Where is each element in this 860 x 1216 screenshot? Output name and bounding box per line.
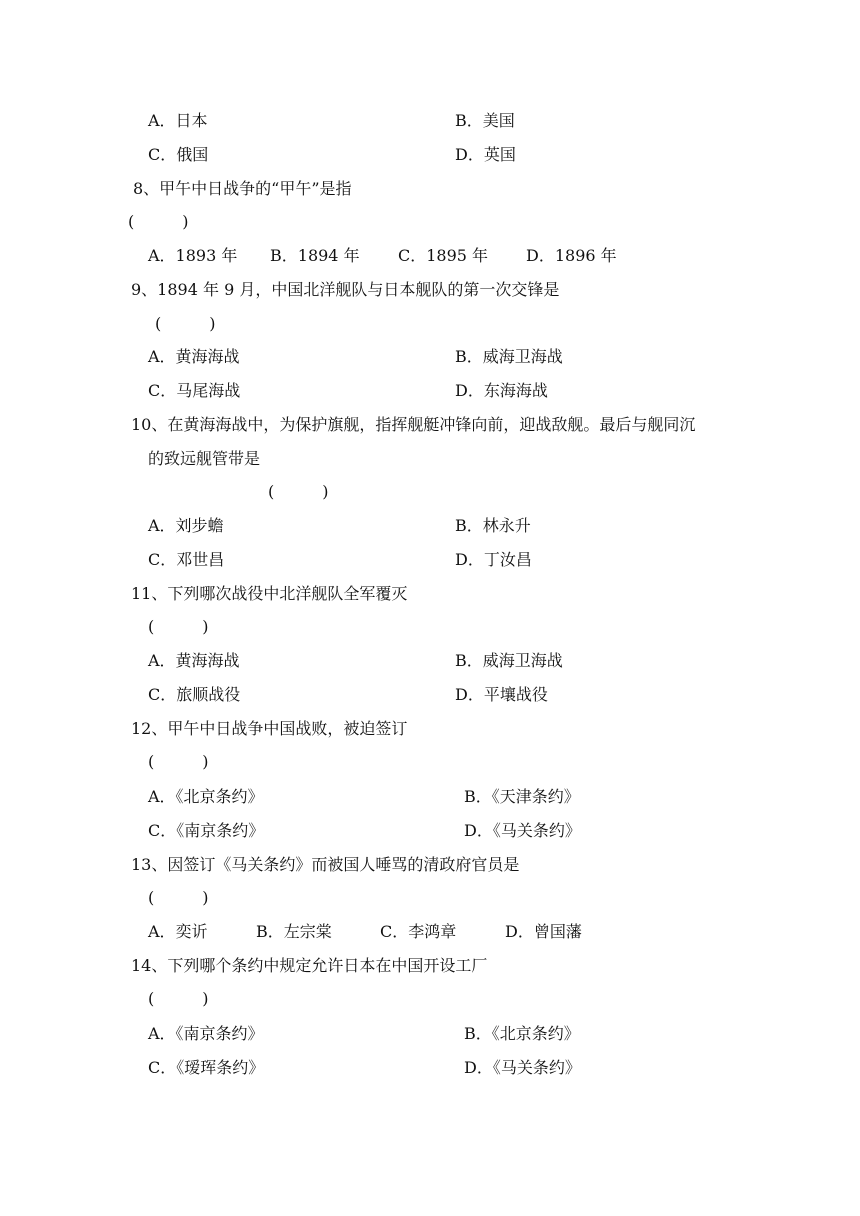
q12-option-a: A．《北京条约》	[148, 787, 264, 806]
q11-option-c: C．旅顺战役	[148, 685, 241, 704]
q14-answer-paren: ( )	[148, 989, 209, 1008]
q7-option-b: B．美国	[455, 111, 515, 130]
q11-option-a: A．黄海海战	[148, 651, 240, 670]
q9-option-b: B．威海卫海战	[455, 347, 563, 366]
q13-stem: 13、因签订《马关条约》而被国人唾骂的清政府官员是	[131, 855, 520, 874]
q11-option-d: D．平壤战役	[455, 685, 548, 704]
q8-answer-paren: ( )	[128, 212, 189, 231]
q12-answer-paren: ( )	[148, 752, 209, 771]
q9-option-a: A．黄海海战	[148, 347, 240, 366]
q8-option-a: A．1893 年	[148, 246, 238, 265]
q10-option-a: A．刘步蟾	[148, 516, 224, 535]
q9-stem: 9、1894 年 9 月，中国北洋舰队与日本舰队的第一次交锋是	[131, 280, 560, 299]
q11-stem: 11、下列哪次战役中北洋舰队全军覆灭	[131, 584, 408, 603]
q9-answer-paren: ( )	[155, 314, 216, 333]
q12-option-d: D．《马关条约》	[464, 821, 581, 840]
q14-stem: 14、下列哪个条约中规定允许日本在中国开设工厂	[131, 956, 488, 975]
q7-option-a: A．日本	[148, 111, 208, 130]
q7-option-c: C．俄国	[148, 145, 209, 164]
q9-option-d: D．东海海战	[455, 381, 548, 400]
q10-option-d: D．丁汝昌	[455, 550, 532, 569]
q12-option-b: B．《天津条约》	[464, 787, 580, 806]
q12-stem: 12、甲午中日战争中国战败，被迫签订	[131, 719, 408, 738]
q13-option-a: A．奕䜣	[148, 922, 208, 941]
q10-stem-line1: 10、在黄海海战中，为保护旗舰，指挥舰艇冲锋向前，迎战敌舰。最后与舰同沉	[131, 415, 696, 434]
q10-answer-paren: ( )	[268, 482, 329, 501]
q14-option-d: D．《马关条约》	[464, 1058, 581, 1077]
q12-option-c: C．《南京条约》	[148, 821, 265, 840]
q10-stem-line2: 的致远舰管带是	[148, 449, 261, 468]
q8-option-d: D．1896 年	[526, 246, 617, 265]
q8-option-c: C．1895 年	[398, 246, 489, 265]
q8-option-b: B．1894 年	[270, 246, 360, 265]
q11-answer-paren: ( )	[148, 617, 209, 636]
q14-option-b: B．《北京条约》	[464, 1024, 580, 1043]
q13-answer-paren: ( )	[148, 888, 209, 907]
q7-option-d: D．英国	[455, 145, 516, 164]
q13-option-d: D．曾国藩	[505, 922, 582, 941]
q10-option-c: C．邓世昌	[148, 550, 225, 569]
q13-option-c: C．李鸿章	[380, 922, 457, 941]
q11-option-b: B．威海卫海战	[455, 651, 563, 670]
q9-option-c: C．马尾海战	[148, 381, 241, 400]
q13-option-b: B．左宗棠	[256, 922, 332, 941]
q14-option-c: C．《瑷珲条约》	[148, 1058, 265, 1077]
q8-stem: 8、甲午中日战争的“甲午”是指	[133, 179, 352, 198]
q10-option-b: B．林永升	[455, 516, 531, 535]
q14-option-a: A．《南京条约》	[148, 1024, 264, 1043]
